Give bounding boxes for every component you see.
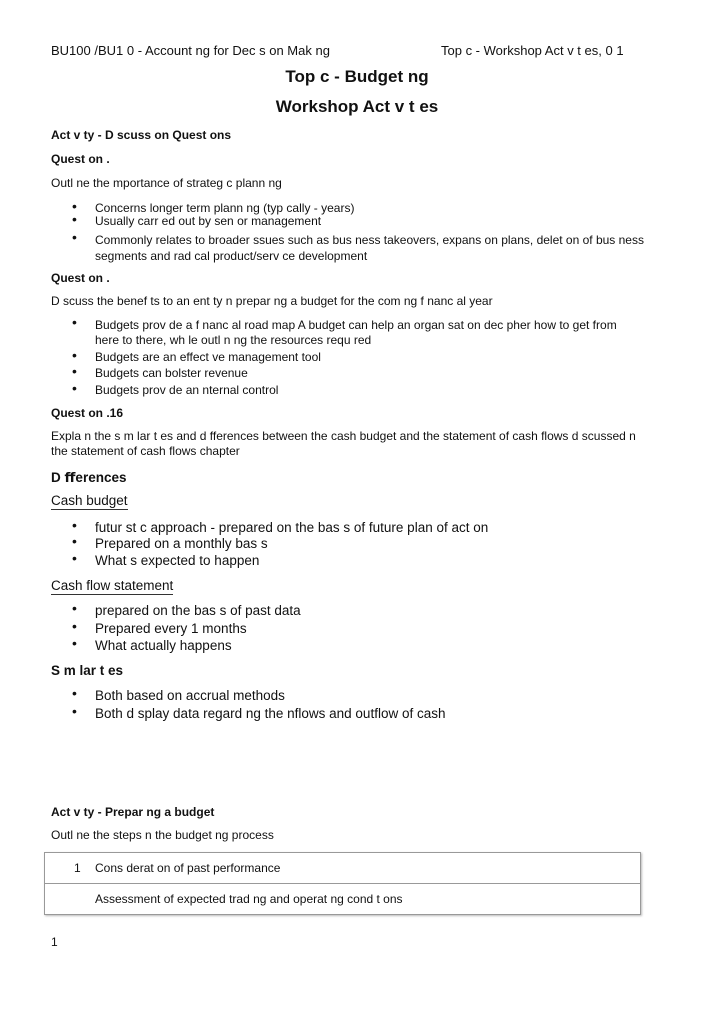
- activity-heading: Act v ty - Prepar ng a budget: [51, 805, 215, 819]
- list-item: • Budgets can bolster revenue: [72, 363, 248, 380]
- cash-flow-heading: Cash flow statement: [51, 578, 174, 593]
- question-label: Quest on .: [51, 152, 110, 166]
- differences-heading: D ﬀerences: [51, 470, 127, 485]
- list-item: • Prepared every 1 months: [72, 618, 247, 636]
- step-number: 1: [74, 861, 81, 875]
- activity-heading: Act v ty - D scuss on Quest ons: [51, 128, 232, 142]
- list-item: • What s expected to happen: [72, 550, 260, 568]
- list-item: • Usually carr ed out by sen or management: [72, 211, 322, 228]
- question-text: D scuss the benef ts to an ent ty n prepar ng a budget for the com ng f nanc al year: [51, 294, 493, 308]
- table-row: [45, 853, 640, 883]
- cash-budget-heading: Cash budget: [51, 493, 128, 508]
- list-item: • Both d splay data regard ng the nflows and outflow of cash: [72, 703, 446, 721]
- page-title: Top c - Budget ng: [285, 67, 429, 86]
- page-header-left: BU100 /BU1 0 - Account ng for Dec s on Mak ng: [51, 43, 330, 58]
- similarities-heading: S m lar t es: [51, 663, 124, 678]
- activity-text: Outl ne the steps n the budget ng process: [51, 828, 274, 842]
- list-item: • What actually happens: [72, 635, 232, 653]
- question-label: Quest on .: [51, 271, 110, 285]
- question-text: Expla n the s m lar t es and d fferences between the cash budget and the statement of cash flows d scussed n the statement of cash flows chapter: [51, 429, 636, 458]
- page-subtitle: Workshop Act v t es: [275, 97, 439, 116]
- list-item: • Commonly relates to broader ssues such as bus ness takeovers, expans on plans, delet on of bus ness segments and rad cal product/serv ce development: [72, 229, 644, 263]
- list-item: • Concerns longer term plann ng (typ cally - years): [72, 198, 355, 215]
- question-label: Quest on .16: [51, 406, 124, 420]
- table-row: [45, 883, 640, 914]
- list-item: • futur st c approach - prepared on the bas s of future plan of act on: [72, 517, 489, 535]
- list-item: • Both based on accrual methods: [72, 685, 285, 703]
- page-number: 1: [51, 935, 58, 949]
- list-item: • Budgets are an effect ve management tool: [72, 347, 321, 364]
- step-text: Cons derat on of past performance: [95, 861, 281, 875]
- question-text: Outl ne the mportance of strateg c plann ng: [51, 176, 282, 190]
- list-item: • Prepared on a monthly bas s: [72, 533, 268, 551]
- step-text: Assessment of expected trad ng and operat ng cond t ons: [95, 892, 403, 906]
- list-item: • Budgets prov de a f nanc al road map A budget can help an organ sat on dec pher how to get from here to there, wh le outl n ng the resources requ red: [72, 314, 617, 347]
- page-header-right: Top c - Workshop Act v t es, 0 1: [441, 43, 624, 58]
- list-item: • Budgets prov de an nternal control: [72, 380, 279, 397]
- budget-steps-table: [44, 852, 641, 915]
- list-item: • prepared on the bas s of past data: [72, 600, 301, 618]
